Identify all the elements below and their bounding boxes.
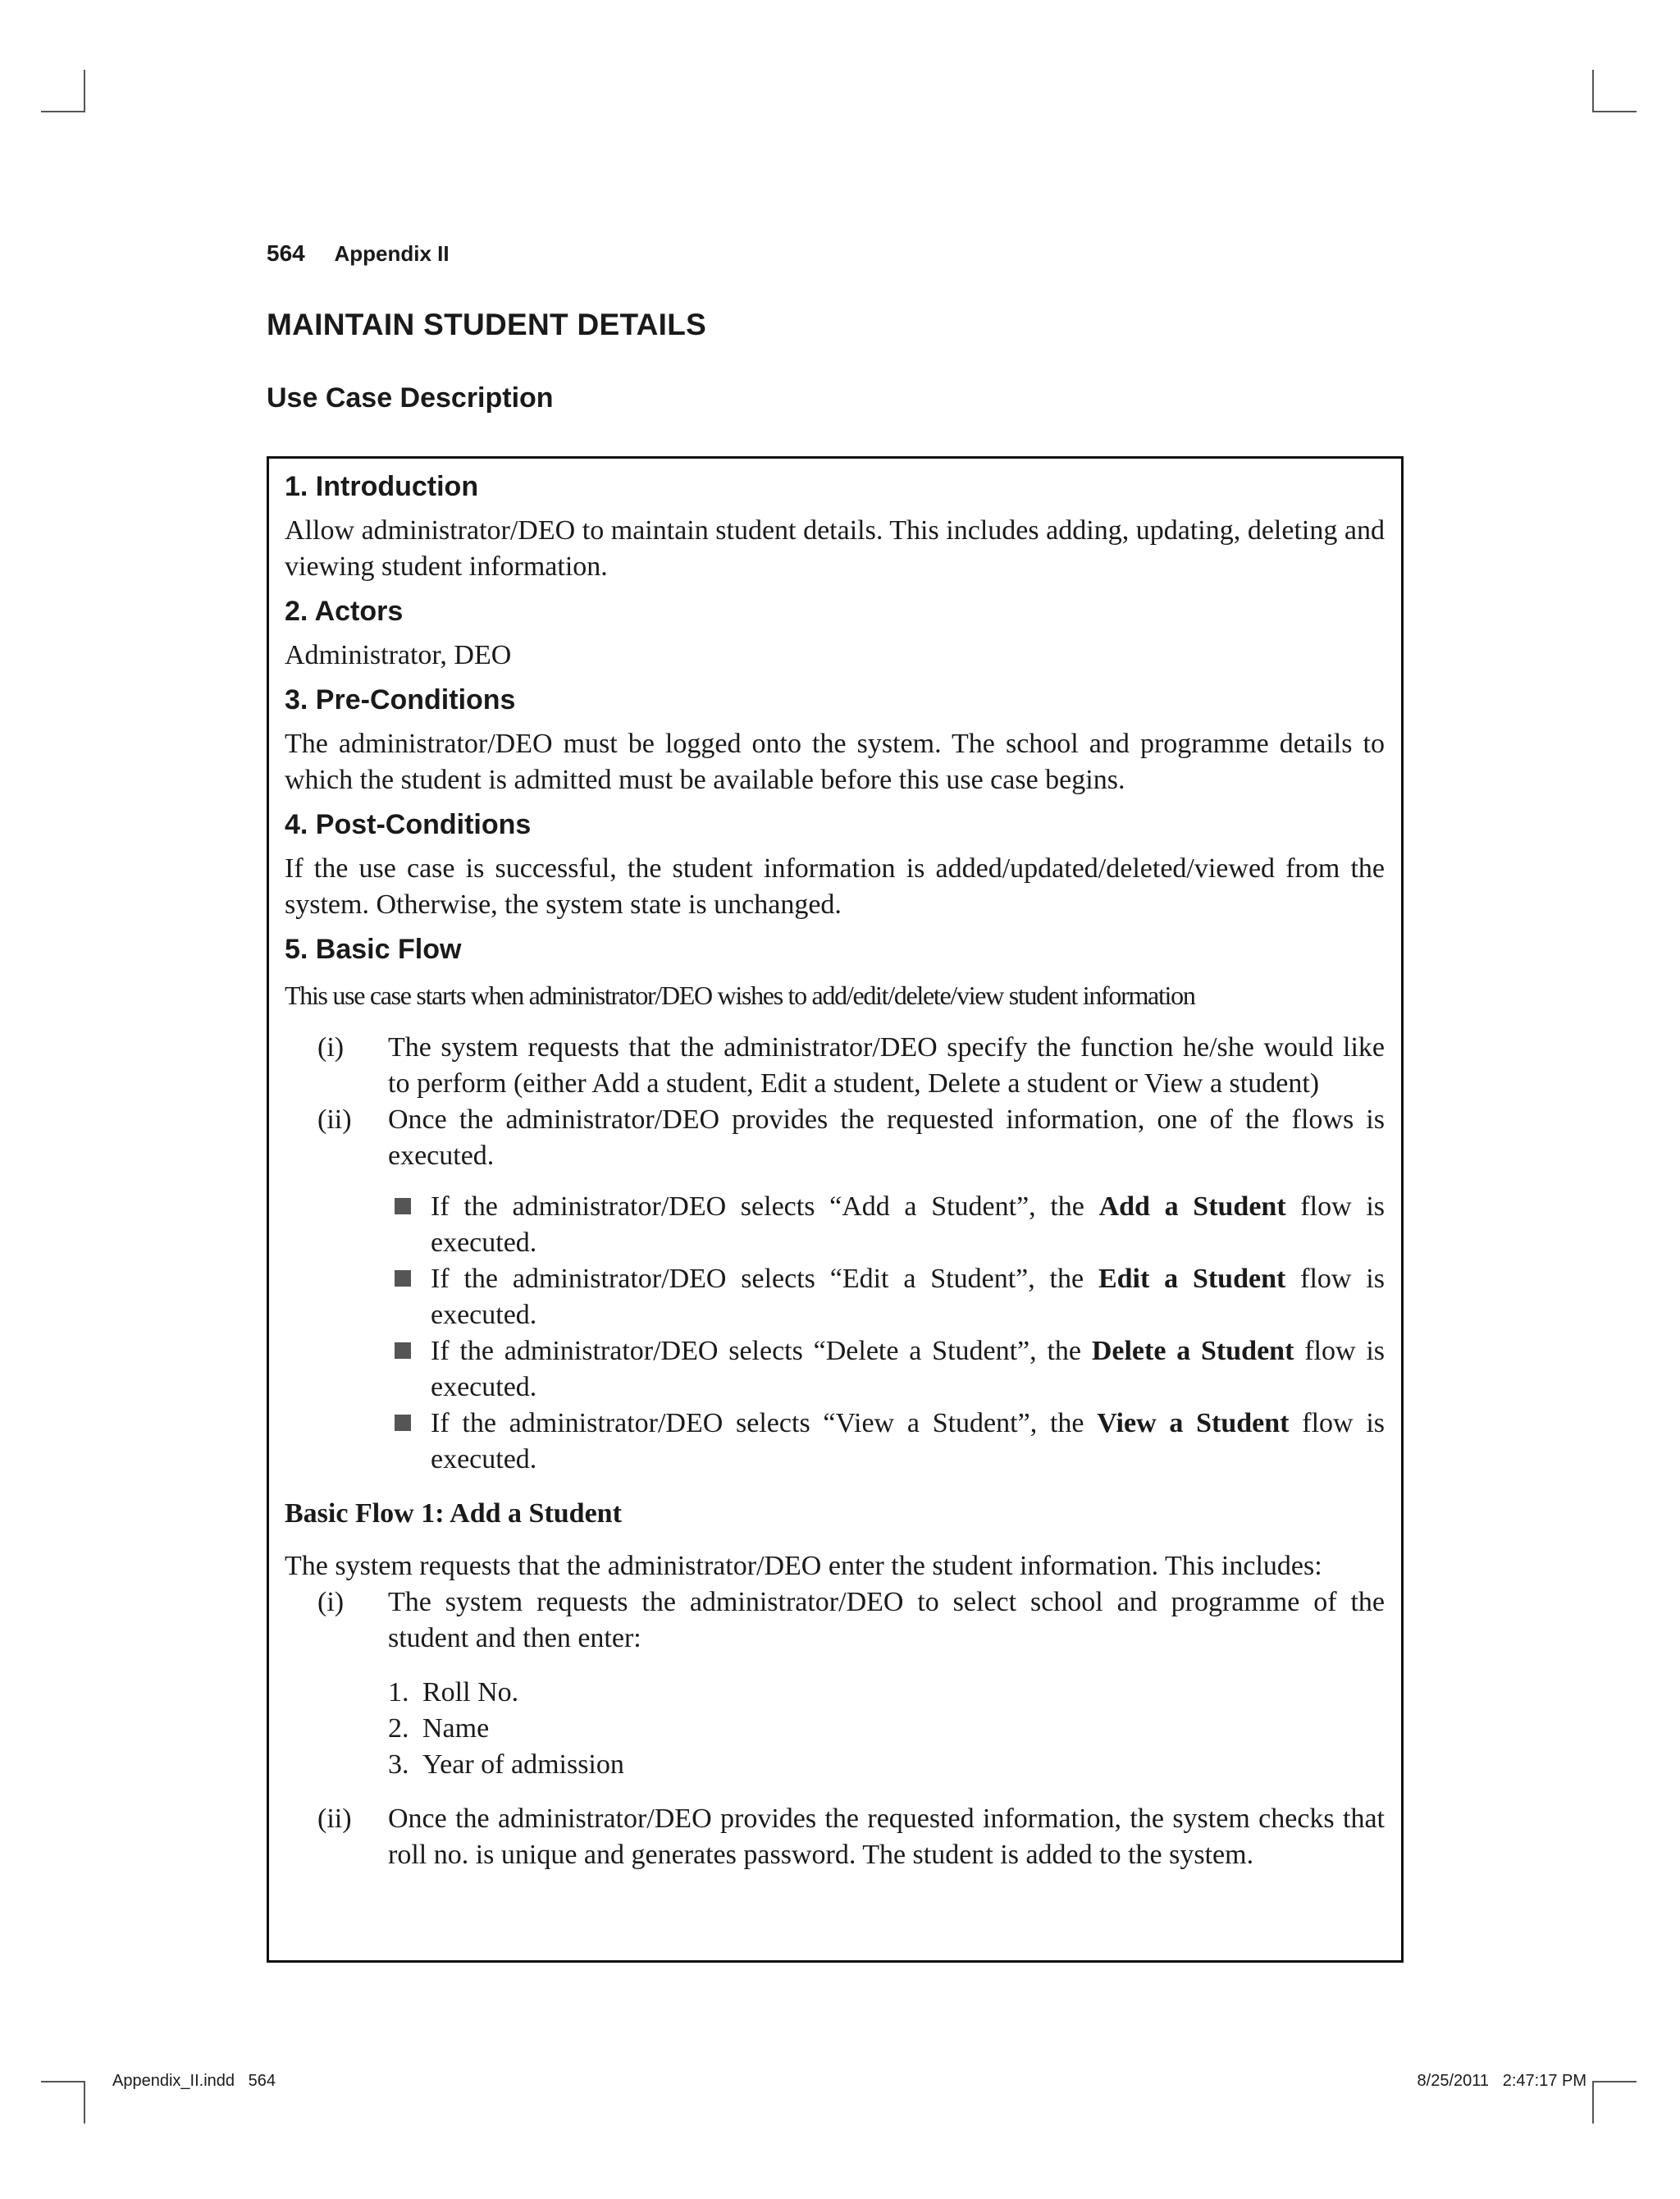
list-item (388, 1261, 1385, 1333)
running-head (267, 240, 450, 267)
bullet-text-post: flow is executed. (431, 1191, 1385, 1258)
pre-conditions-heading: 3. Pre-Conditions (285, 684, 516, 715)
crop-mark-bl-v (84, 2081, 85, 2124)
step-number: (ii) (317, 1804, 352, 1834)
step-number: (i) (317, 1032, 345, 1063)
section-subtitle: Use Case Description (267, 382, 554, 414)
list-item (388, 1189, 1385, 1261)
crop-mark-tl-v (84, 70, 85, 112)
list-item (388, 1675, 1385, 1711)
bullet-text-pre: If the administrator/DEO selects “View a Student”, the (431, 1408, 1098, 1438)
list-item (388, 1747, 1385, 1783)
basic-flow-heading: 5. Basic Flow (285, 934, 462, 965)
crop-mark-tr-h (1592, 111, 1637, 112)
field-number: 1. (388, 1677, 409, 1708)
basic-flow-intro: This use case starts when administrator/DEO wishes to add/edit/delete/view student information (285, 981, 1195, 1010)
list-item (388, 1333, 1385, 1406)
introduction-heading: 1. Introduction (285, 471, 479, 502)
square-bullet-icon (395, 1415, 411, 1431)
post-conditions-text: If the use case is successful, the student information is added/updated/deleted/viewed from the system. Otherwise, the system state is unchanged. (285, 853, 1385, 920)
crop-mark-br-h (1592, 2081, 1637, 2082)
bullet-text-bold: View a Student (1097, 1408, 1290, 1438)
bullet-text-bold: Delete a Student (1091, 1336, 1294, 1366)
flow-options-list (285, 1189, 1385, 1478)
flow1-step (285, 1801, 1385, 1873)
crop-mark-br-v (1592, 2081, 1594, 2124)
crop-mark-tl-h (41, 111, 85, 112)
actors-heading: 2. Actors (285, 596, 404, 627)
field-number: 3. (388, 1749, 409, 1780)
bullet-text-pre: If the administrator/DEO selects “Delete a Student”, the (431, 1336, 1092, 1366)
basic-flow-1-title: Basic Flow 1: Add a Student (285, 1498, 622, 1529)
square-bullet-icon (395, 1342, 411, 1359)
list-item (388, 1711, 1385, 1747)
basic-flow-1-intro: The system requests that the administrator/DEO enter the student information. This includes: (285, 1551, 1322, 1581)
bullet-text-bold: Edit a Student (1098, 1264, 1286, 1294)
bullet-text-pre: If the administrator/DEO selects “Add a Student”, the (431, 1191, 1099, 1222)
step-text: Once the administrator/DEO provides the requested information, the system checks that roll no. is unique and generates password. The student is added to the system. (388, 1804, 1385, 1870)
field-label: Year of admission (422, 1749, 624, 1780)
bullet-text-pre: If the administrator/DEO selects “Edit a Student”, the (431, 1264, 1098, 1294)
basic-flow-step (285, 1030, 1385, 1102)
crop-mark-bl-h (41, 2081, 85, 2082)
bullet-text-post: flow is executed. (431, 1408, 1385, 1474)
bullet-text-post: flow is executed. (431, 1264, 1385, 1330)
square-bullet-icon (395, 1198, 411, 1214)
use-case-box (267, 456, 1404, 1963)
footer-file-info: Appendix_II.indd 564 (112, 2072, 276, 2090)
bullet-text-bold: Add a Student (1098, 1191, 1286, 1222)
flow1-step (285, 1584, 1385, 1657)
step-number: (i) (317, 1587, 345, 1617)
crop-mark-tr-v (1592, 70, 1594, 112)
page-number: 564 (267, 240, 305, 266)
step-number: (ii) (317, 1104, 352, 1135)
post-conditions-heading: 4. Post-Conditions (285, 809, 532, 840)
square-bullet-icon (395, 1270, 411, 1287)
field-label: Name (422, 1713, 490, 1744)
introduction-text: Allow administrator/DEO to maintain student details. This includes adding, updating, deleting and viewing student information. (285, 515, 1385, 582)
student-fields-list (285, 1675, 1385, 1783)
footer-timestamp: 8/25/2011 2:47:17 PM (1417, 2072, 1586, 2090)
page-title: MAINTAIN STUDENT DETAILS (267, 308, 707, 341)
step-text: The system requests the administrator/DEO to select school and programme of the student and then enter: (388, 1587, 1385, 1653)
actors-text: Administrator, DEO (285, 640, 512, 670)
step-text: Once the administrator/DEO provides the requested information, one of the flows is executed. (388, 1104, 1385, 1171)
field-number: 2. (388, 1713, 409, 1744)
step-text: The system requests that the administrator/DEO specify the function he/she would like to perform (either Add a student, Edit a student, Delete a student or View a student) (388, 1032, 1385, 1099)
running-head-section: Appendix II (334, 241, 450, 266)
field-label: Roll No. (422, 1677, 519, 1708)
basic-flow-step (285, 1102, 1385, 1174)
list-item (388, 1406, 1385, 1478)
pre-conditions-text: The administrator/DEO must be logged onto the system. The school and programme details to which the student is admitted must be available before this use case begins. (285, 729, 1385, 795)
bullet-text-post: flow is executed. (431, 1336, 1386, 1402)
